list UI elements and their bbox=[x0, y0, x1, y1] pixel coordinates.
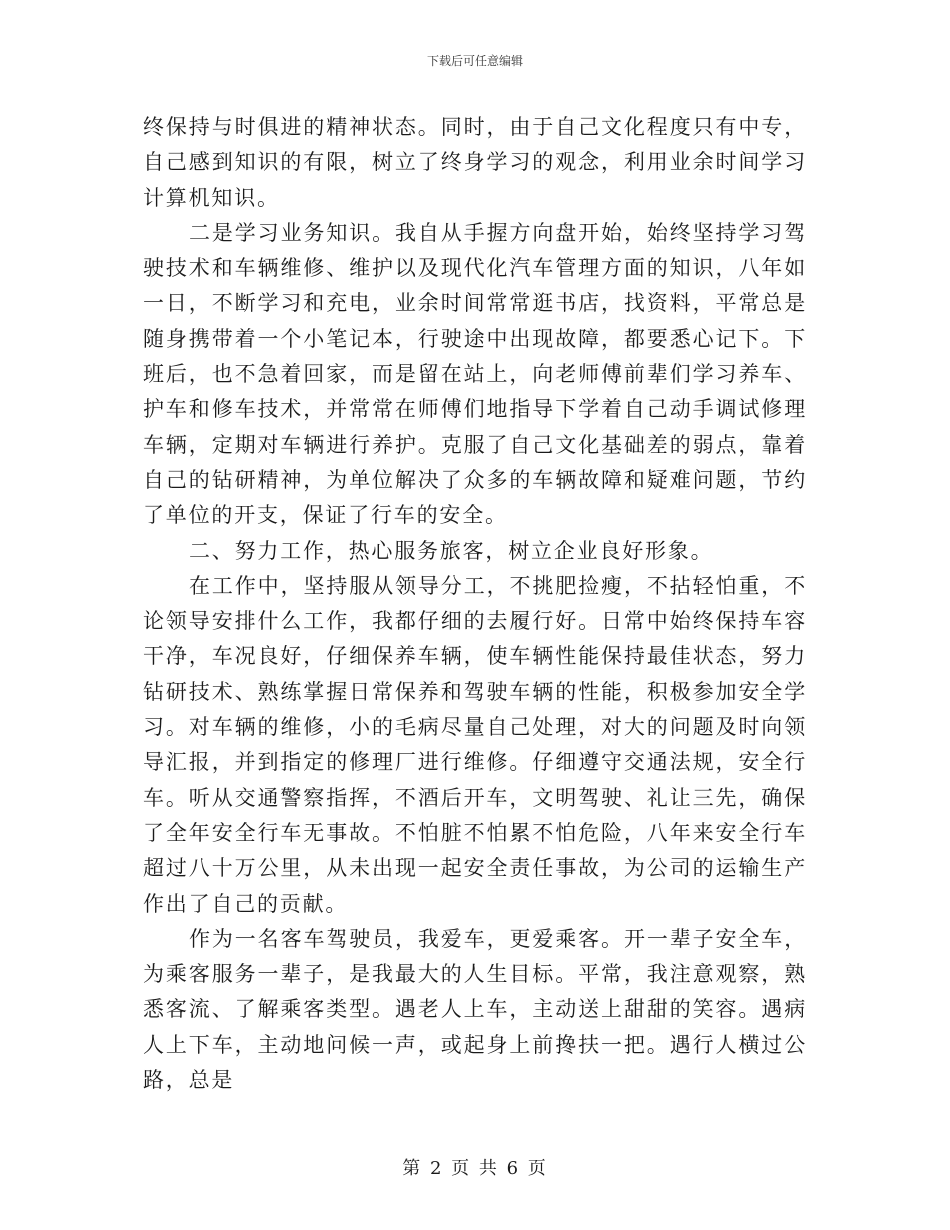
paragraph-1: 终保持与时俱进的精神状态。同时，由于自己文化程度只有中专，自己感到知识的有限，树立了终身学习的观念，利用业余时间学习计算机知识。 bbox=[143, 115, 807, 210]
paragraph-5: 作为一名客车驾驶员，我爱车，更爱乘客。开一辈子安全车，为乘客服务一辈子，是我最大的人生目标。平常，我注意观察，熟悉客流、了解乘客类型。遇老人上车，主动送上甜甜的笑容。遇病人上下车，主动地问候一声，或起身上前搀扶一把。遇行人横过公路，总是 bbox=[143, 926, 807, 1093]
paragraph-2: 二是学习业务知识。我自从手握方向盘开始，始终坚持学习驾驶技术和车辆维修、维护以及现代化汽车管理方面的知识，八年如一日，不断学习和充电，业余时间常常逛书店，找资料，平常总是随身携带着一个小笔记本，行驶途中出现故障，都要悉心记下。下班后，也不急着回家，而是留在站上，向老师傅前辈们学习养车、护车和修车技术，并常常在师傅们地指导下学着自己动手调试修理车辆，定期对车辆进行养护。克服了自己文化基础差的弱点，靠着自己的钻研精神，为单位解决了众多的车辆故障和疑难问题，节约了单位的开支，保证了行车的安全。 bbox=[143, 220, 807, 528]
page-number-footer: 第 2 页 共 6 页 bbox=[402, 1158, 548, 1179]
paragraph-4: 在工作中，坚持服从领导分工，不挑肥捡瘦，不拈轻怕重，不论领导安排什么工作，我都仔细的去履行好。日常中始终保持车容干净，车况良好，仔细保养车辆，使车辆性能保持最佳状态，努力钻研技术、熟练掌握日常保养和驾驶车辆的性能，积极参加安全学习。对车辆的维修，小的毛病尽量自己处理，对大的问题及时向领导汇报，并到指定的修理厂进行维修。仔细遵守交通法规，安全行车。听从交通警察指挥，不酒后开车，文明驾驶、礼让三先，确保了全年安全行车无事故。不怕脏不怕累不怕危险，八年来安全行车超过八十万公里，从未出现一起安全责任事故，为公司的运输生产作出了自己的贡献。 bbox=[143, 573, 807, 916]
document-body bbox=[143, 110, 807, 1098]
page-header: 下载后可任意编辑 bbox=[426, 54, 523, 68]
paragraph-3-section-heading: 二、努力工作，热心服务旅客，树立企业良好形象。 bbox=[189, 538, 714, 563]
